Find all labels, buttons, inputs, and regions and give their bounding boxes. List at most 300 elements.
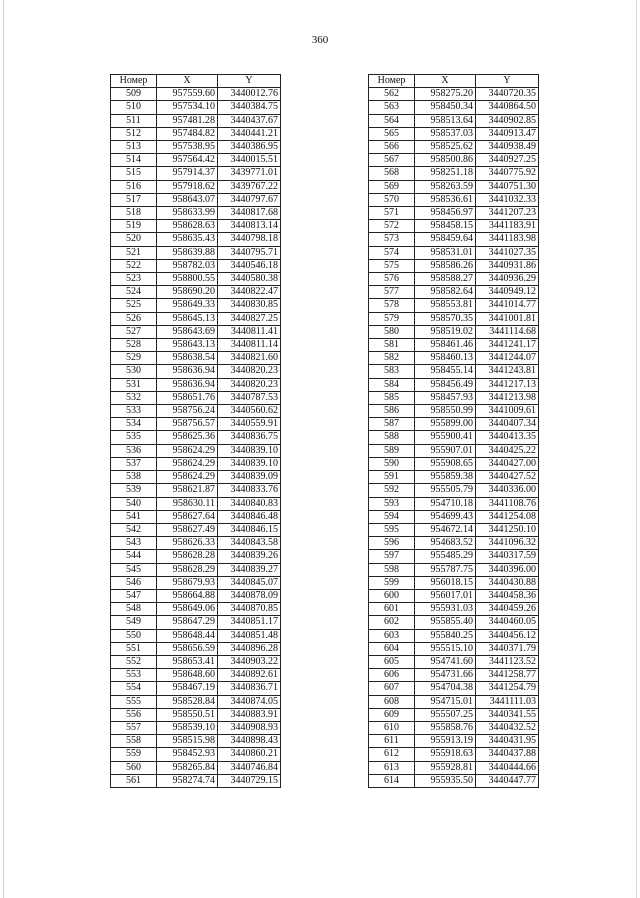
x-coordinate-cell: 955515.10 — [415, 642, 476, 655]
y-coordinate-cell: 3440833.76 — [218, 484, 281, 497]
y-coordinate-cell: 3441027.35 — [476, 246, 539, 259]
table-row — [369, 774, 539, 787]
x-coordinate-cell: 957534.10 — [157, 101, 218, 114]
point-number-cell: 593 — [369, 497, 415, 510]
x-coordinate-cell: 955907.01 — [415, 444, 476, 457]
table-row — [111, 154, 281, 167]
point-number-cell: 529 — [111, 352, 157, 365]
y-coordinate-cell: 3440431.95 — [476, 735, 539, 748]
table-row — [369, 207, 539, 220]
point-number-cell: 562 — [369, 88, 415, 101]
x-coordinate-cell: 954683.52 — [415, 537, 476, 550]
table-row — [111, 695, 281, 708]
point-number-cell: 582 — [369, 352, 415, 365]
point-number-cell: 520 — [111, 233, 157, 246]
table-body-left — [111, 88, 281, 788]
x-coordinate-cell: 958627.49 — [157, 523, 218, 536]
y-coordinate-cell: 3440437.67 — [218, 114, 281, 127]
point-number-cell: 557 — [111, 721, 157, 734]
point-number-cell: 523 — [111, 273, 157, 286]
table-row — [369, 629, 539, 642]
point-number-cell: 548 — [111, 603, 157, 616]
table-row — [111, 629, 281, 642]
table-row — [111, 761, 281, 774]
point-number-cell: 598 — [369, 563, 415, 576]
table-row — [369, 114, 539, 127]
y-coordinate-cell: 3440839.09 — [218, 471, 281, 484]
x-coordinate-cell: 958588.27 — [415, 273, 476, 286]
point-number-cell: 560 — [111, 761, 157, 774]
x-coordinate-cell: 954710.18 — [415, 497, 476, 510]
table-row — [111, 576, 281, 589]
point-number-cell: 570 — [369, 193, 415, 206]
point-number-cell: 596 — [369, 537, 415, 550]
table-row — [369, 589, 539, 602]
table-row — [369, 484, 539, 497]
x-coordinate-cell: 958756.57 — [157, 418, 218, 431]
table-row — [111, 325, 281, 338]
table-row — [111, 220, 281, 233]
y-coordinate-cell: 3440860.21 — [218, 748, 281, 761]
x-coordinate-cell: 958643.07 — [157, 193, 218, 206]
point-number-cell: 605 — [369, 655, 415, 668]
y-coordinate-cell: 3440836.75 — [218, 431, 281, 444]
point-number-cell: 538 — [111, 471, 157, 484]
x-coordinate-cell: 958265.84 — [157, 761, 218, 774]
y-coordinate-cell: 3440795.71 — [218, 246, 281, 259]
point-number-cell: 512 — [111, 127, 157, 140]
table-row — [369, 748, 539, 761]
y-coordinate-cell: 3441217.13 — [476, 378, 539, 391]
y-coordinate-cell: 3440444.66 — [476, 761, 539, 774]
table-row — [369, 444, 539, 457]
y-coordinate-cell: 3440427.52 — [476, 471, 539, 484]
y-coordinate-cell: 3441254.79 — [476, 682, 539, 695]
point-number-cell: 544 — [111, 550, 157, 563]
point-number-cell: 569 — [369, 180, 415, 193]
point-number-cell: 581 — [369, 339, 415, 352]
point-number-cell: 556 — [111, 708, 157, 721]
y-coordinate-cell: 3440913.47 — [476, 127, 539, 140]
point-number-cell: 579 — [369, 312, 415, 325]
x-coordinate-cell: 958550.99 — [415, 405, 476, 418]
point-number-cell: 546 — [111, 576, 157, 589]
point-number-cell: 613 — [369, 761, 415, 774]
table-row — [369, 497, 539, 510]
point-number-cell: 583 — [369, 365, 415, 378]
point-number-cell: 602 — [369, 616, 415, 629]
point-number-cell: 566 — [369, 141, 415, 154]
point-number-cell: 550 — [111, 629, 157, 642]
y-coordinate-cell: 3440729.15 — [218, 774, 281, 787]
point-number-cell: 564 — [369, 114, 415, 127]
point-number-cell: 527 — [111, 325, 157, 338]
point-number-cell: 554 — [111, 682, 157, 695]
x-coordinate-cell: 956018.15 — [415, 576, 476, 589]
table-row — [369, 603, 539, 616]
y-coordinate-cell: 3441123.52 — [476, 655, 539, 668]
y-coordinate-cell: 3440938.49 — [476, 141, 539, 154]
x-coordinate-cell: 957559.60 — [157, 88, 218, 101]
point-number-cell: 612 — [369, 748, 415, 761]
table-row — [369, 352, 539, 365]
table-header-row — [111, 75, 281, 88]
point-number-cell: 601 — [369, 603, 415, 616]
x-coordinate-cell: 958251.18 — [415, 167, 476, 180]
table-row — [111, 563, 281, 576]
table-row — [111, 682, 281, 695]
column-header-number: Номер — [111, 75, 157, 88]
x-coordinate-cell: 955935.50 — [415, 774, 476, 787]
table-row — [369, 339, 539, 352]
y-coordinate-cell: 3440898.43 — [218, 735, 281, 748]
point-number-cell: 555 — [111, 695, 157, 708]
table-row — [111, 471, 281, 484]
table-row — [369, 655, 539, 668]
y-coordinate-cell: 3440811.14 — [218, 339, 281, 352]
x-coordinate-cell: 955505.79 — [415, 484, 476, 497]
table-row — [369, 127, 539, 140]
x-coordinate-cell: 958624.29 — [157, 457, 218, 470]
point-number-cell: 517 — [111, 193, 157, 206]
table-row — [111, 167, 281, 180]
point-number-cell: 547 — [111, 589, 157, 602]
y-coordinate-cell: 3440840.83 — [218, 497, 281, 510]
y-coordinate-cell: 3440746.84 — [218, 761, 281, 774]
point-number-cell: 568 — [369, 167, 415, 180]
y-coordinate-cell: 3440560.62 — [218, 405, 281, 418]
point-number-cell: 610 — [369, 721, 415, 734]
x-coordinate-cell: 955931.03 — [415, 603, 476, 616]
x-coordinate-cell: 958456.49 — [415, 378, 476, 391]
x-coordinate-cell: 958467.19 — [157, 682, 218, 695]
x-coordinate-cell: 958621.87 — [157, 484, 218, 497]
point-number-cell: 532 — [111, 391, 157, 404]
page-number: 360 — [311, 34, 329, 46]
point-number-cell: 585 — [369, 391, 415, 404]
y-coordinate-cell: 3440751.30 — [476, 180, 539, 193]
y-coordinate-cell: 3440432.52 — [476, 721, 539, 734]
x-coordinate-cell: 958636.94 — [157, 378, 218, 391]
table-row — [369, 576, 539, 589]
point-number-cell: 511 — [111, 114, 157, 127]
x-coordinate-cell: 955928.81 — [415, 761, 476, 774]
y-coordinate-cell: 3440386.95 — [218, 141, 281, 154]
point-number-cell: 577 — [369, 286, 415, 299]
point-number-cell: 604 — [369, 642, 415, 655]
y-coordinate-cell: 3440580.38 — [218, 273, 281, 286]
y-coordinate-cell: 3440839.26 — [218, 550, 281, 563]
column-header-x: X — [157, 75, 218, 88]
x-coordinate-cell: 958550.51 — [157, 708, 218, 721]
y-coordinate-cell: 3441183.98 — [476, 233, 539, 246]
point-number-cell: 533 — [111, 405, 157, 418]
point-number-cell: 575 — [369, 259, 415, 272]
table-row — [111, 774, 281, 787]
x-coordinate-cell: 958782.03 — [157, 259, 218, 272]
table-row — [369, 616, 539, 629]
y-coordinate-cell: 3440851.48 — [218, 629, 281, 642]
x-coordinate-cell: 958455.14 — [415, 365, 476, 378]
y-coordinate-cell: 3441114.68 — [476, 325, 539, 338]
table-row — [111, 642, 281, 655]
y-coordinate-cell: 3440459.26 — [476, 603, 539, 616]
point-number-cell: 535 — [111, 431, 157, 444]
x-coordinate-cell: 958647.29 — [157, 616, 218, 629]
x-coordinate-cell: 954672.14 — [415, 523, 476, 536]
x-coordinate-cell: 958756.24 — [157, 405, 218, 418]
table-row — [369, 233, 539, 246]
point-number-cell: 531 — [111, 378, 157, 391]
table-row — [111, 721, 281, 734]
point-number-cell: 515 — [111, 167, 157, 180]
x-coordinate-cell: 957484.82 — [157, 127, 218, 140]
table-row — [369, 391, 539, 404]
x-coordinate-cell: 958275.20 — [415, 88, 476, 101]
y-coordinate-cell: 3440870.85 — [218, 603, 281, 616]
point-number-cell: 607 — [369, 682, 415, 695]
point-number-cell: 567 — [369, 154, 415, 167]
point-number-cell: 580 — [369, 325, 415, 338]
x-coordinate-cell: 955855.40 — [415, 616, 476, 629]
x-coordinate-cell: 958274.74 — [157, 774, 218, 787]
table-row — [111, 444, 281, 457]
column-header-x: X — [415, 75, 476, 88]
y-coordinate-cell: 3440817.68 — [218, 207, 281, 220]
table-row — [111, 510, 281, 523]
y-coordinate-cell: 3440903.22 — [218, 655, 281, 668]
table-row — [111, 286, 281, 299]
column-header-y: Y — [218, 75, 281, 88]
point-number-cell: 614 — [369, 774, 415, 787]
x-coordinate-cell: 958582.64 — [415, 286, 476, 299]
x-coordinate-cell: 956017.01 — [415, 589, 476, 602]
table-row — [111, 497, 281, 510]
y-coordinate-cell: 3440811.41 — [218, 325, 281, 338]
x-coordinate-cell: 957918.62 — [157, 180, 218, 193]
point-number-cell: 574 — [369, 246, 415, 259]
x-coordinate-cell: 958679.93 — [157, 576, 218, 589]
y-coordinate-cell: 3441108.76 — [476, 497, 539, 510]
table-row — [111, 259, 281, 272]
y-coordinate-cell: 3440384.75 — [218, 101, 281, 114]
y-coordinate-cell: 3441258.77 — [476, 669, 539, 682]
x-coordinate-cell: 955899.00 — [415, 418, 476, 431]
point-number-cell: 573 — [369, 233, 415, 246]
x-coordinate-cell: 958452.93 — [157, 748, 218, 761]
x-coordinate-cell: 955859.38 — [415, 471, 476, 484]
table-row — [369, 550, 539, 563]
point-number-cell: 576 — [369, 273, 415, 286]
y-coordinate-cell: 3439771.01 — [218, 167, 281, 180]
table-row — [111, 431, 281, 444]
point-number-cell: 516 — [111, 180, 157, 193]
table-row — [111, 405, 281, 418]
y-coordinate-cell: 3440456.12 — [476, 629, 539, 642]
table-row — [369, 431, 539, 444]
y-coordinate-cell: 3441009.61 — [476, 405, 539, 418]
point-number-cell: 608 — [369, 695, 415, 708]
table-row — [111, 365, 281, 378]
y-coordinate-cell: 3440821.60 — [218, 352, 281, 365]
y-coordinate-cell: 3440830.85 — [218, 299, 281, 312]
x-coordinate-cell: 958627.64 — [157, 510, 218, 523]
table-row — [369, 154, 539, 167]
y-coordinate-cell: 3440908.93 — [218, 721, 281, 734]
point-number-cell: 553 — [111, 669, 157, 682]
table-row — [111, 748, 281, 761]
x-coordinate-cell: 958625.36 — [157, 431, 218, 444]
table-row — [369, 220, 539, 233]
x-coordinate-cell: 958539.10 — [157, 721, 218, 734]
y-coordinate-cell: 3441111.03 — [476, 695, 539, 708]
point-number-cell: 524 — [111, 286, 157, 299]
y-coordinate-cell: 3440775.92 — [476, 167, 539, 180]
point-number-cell: 549 — [111, 616, 157, 629]
table-row — [369, 457, 539, 470]
table-row — [111, 523, 281, 536]
x-coordinate-cell: 958500.86 — [415, 154, 476, 167]
point-number-cell: 537 — [111, 457, 157, 470]
point-number-cell: 595 — [369, 523, 415, 536]
x-coordinate-cell: 958645.13 — [157, 312, 218, 325]
y-coordinate-cell: 3441096.32 — [476, 537, 539, 550]
table-row — [369, 180, 539, 193]
point-number-cell: 588 — [369, 431, 415, 444]
table-row — [111, 299, 281, 312]
x-coordinate-cell: 958458.15 — [415, 220, 476, 233]
table-row — [111, 207, 281, 220]
y-coordinate-cell: 3441241.17 — [476, 339, 539, 352]
y-coordinate-cell: 3440787.53 — [218, 391, 281, 404]
table-row — [111, 127, 281, 140]
table-row — [369, 259, 539, 272]
table-row — [369, 642, 539, 655]
y-coordinate-cell: 3440846.48 — [218, 510, 281, 523]
table-row — [369, 523, 539, 536]
y-coordinate-cell: 3440336.00 — [476, 484, 539, 497]
x-coordinate-cell: 958525.62 — [415, 141, 476, 154]
x-coordinate-cell: 955858.76 — [415, 721, 476, 734]
table-row — [111, 273, 281, 286]
table-row — [369, 471, 539, 484]
y-coordinate-cell: 3440839.10 — [218, 457, 281, 470]
point-number-cell: 563 — [369, 101, 415, 114]
x-coordinate-cell: 958653.41 — [157, 655, 218, 668]
x-coordinate-cell: 958531.01 — [415, 246, 476, 259]
table-row — [111, 114, 281, 127]
y-coordinate-cell: 3440458.36 — [476, 589, 539, 602]
y-coordinate-cell: 3440839.10 — [218, 444, 281, 457]
table-row — [369, 721, 539, 734]
coordinates-table-right — [368, 74, 539, 788]
point-number-cell: 572 — [369, 220, 415, 233]
x-coordinate-cell: 958537.03 — [415, 127, 476, 140]
x-coordinate-cell: 958643.69 — [157, 325, 218, 338]
point-number-cell: 552 — [111, 655, 157, 668]
x-coordinate-cell: 958638.54 — [157, 352, 218, 365]
x-coordinate-cell: 958515.98 — [157, 735, 218, 748]
point-number-cell: 519 — [111, 220, 157, 233]
x-coordinate-cell: 958643.13 — [157, 339, 218, 352]
y-coordinate-cell: 3440845.07 — [218, 576, 281, 589]
y-coordinate-cell: 3440843.58 — [218, 537, 281, 550]
table-row — [111, 418, 281, 431]
x-coordinate-cell: 958800.55 — [157, 273, 218, 286]
y-coordinate-cell: 3440892.61 — [218, 669, 281, 682]
y-coordinate-cell: 3440413.35 — [476, 431, 539, 444]
table-row — [369, 167, 539, 180]
y-coordinate-cell: 3440820.23 — [218, 378, 281, 391]
x-coordinate-cell: 954699.43 — [415, 510, 476, 523]
y-coordinate-cell: 3440927.25 — [476, 154, 539, 167]
x-coordinate-cell: 958624.29 — [157, 444, 218, 457]
y-coordinate-cell: 3440936.29 — [476, 273, 539, 286]
table-row — [369, 378, 539, 391]
point-number-cell: 561 — [111, 774, 157, 787]
table-row — [369, 510, 539, 523]
y-coordinate-cell: 3440813.14 — [218, 220, 281, 233]
y-coordinate-cell: 3440015.51 — [218, 154, 281, 167]
point-number-cell: 539 — [111, 484, 157, 497]
x-coordinate-cell: 958450.34 — [415, 101, 476, 114]
table-row — [111, 669, 281, 682]
y-coordinate-cell: 3441001.81 — [476, 312, 539, 325]
point-number-cell: 528 — [111, 339, 157, 352]
table-row — [111, 378, 281, 391]
y-coordinate-cell: 3440425.22 — [476, 444, 539, 457]
table-row — [369, 286, 539, 299]
table-row — [369, 405, 539, 418]
x-coordinate-cell: 958519.02 — [415, 325, 476, 338]
y-coordinate-cell: 3441207.23 — [476, 207, 539, 220]
x-coordinate-cell: 958649.33 — [157, 299, 218, 312]
table-row — [111, 233, 281, 246]
point-number-cell: 530 — [111, 365, 157, 378]
y-coordinate-cell: 3440546.18 — [218, 259, 281, 272]
point-number-cell: 522 — [111, 259, 157, 272]
y-coordinate-cell: 3440437.88 — [476, 748, 539, 761]
x-coordinate-cell: 958690.20 — [157, 286, 218, 299]
y-coordinate-cell: 3440720.35 — [476, 88, 539, 101]
point-number-cell: 594 — [369, 510, 415, 523]
y-coordinate-cell: 3440447.77 — [476, 774, 539, 787]
point-number-cell: 571 — [369, 207, 415, 220]
y-coordinate-cell: 3441243.81 — [476, 365, 539, 378]
point-number-cell: 542 — [111, 523, 157, 536]
x-coordinate-cell: 954704.38 — [415, 682, 476, 695]
table-row — [111, 655, 281, 668]
y-coordinate-cell: 3440012.76 — [218, 88, 281, 101]
point-number-cell: 509 — [111, 88, 157, 101]
x-coordinate-cell: 954741.60 — [415, 655, 476, 668]
table-row — [111, 391, 281, 404]
point-number-cell: 551 — [111, 642, 157, 655]
x-coordinate-cell: 958656.59 — [157, 642, 218, 655]
y-coordinate-cell: 3440931.86 — [476, 259, 539, 272]
table-row — [111, 589, 281, 602]
point-number-cell: 521 — [111, 246, 157, 259]
point-number-cell: 518 — [111, 207, 157, 220]
y-coordinate-cell: 3440797.67 — [218, 193, 281, 206]
point-number-cell: 578 — [369, 299, 415, 312]
y-coordinate-cell: 3441213.98 — [476, 391, 539, 404]
x-coordinate-cell: 955918.63 — [415, 748, 476, 761]
table-row — [369, 695, 539, 708]
point-number-cell: 514 — [111, 154, 157, 167]
y-coordinate-cell: 3440822.47 — [218, 286, 281, 299]
table-row — [111, 352, 281, 365]
